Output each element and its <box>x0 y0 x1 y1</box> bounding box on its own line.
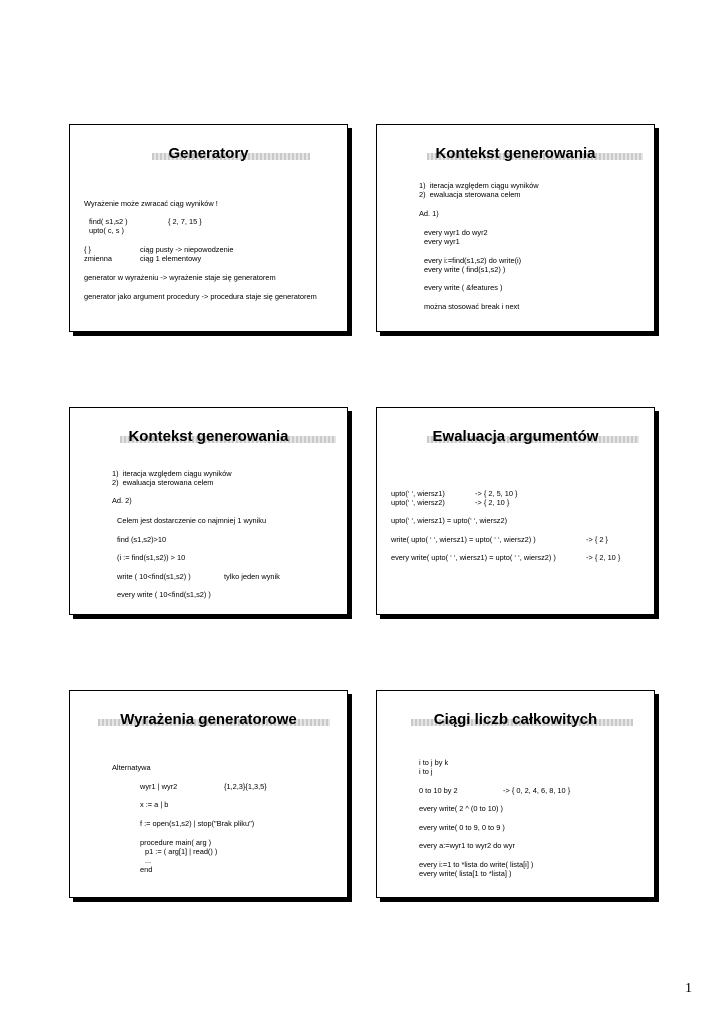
result-line: -> { 2, 10 } <box>475 498 510 507</box>
code-line: every wyr1 do wyr2 <box>424 228 488 237</box>
slide-1 <box>69 124 348 332</box>
code-line: every wyr1 <box>424 237 460 246</box>
result-line: -> { 2 } <box>586 535 608 544</box>
text-line: 1) iteracja względem ciągu wyników <box>112 469 232 478</box>
code-line: every write ( 10<find(s1,s2) ) <box>117 590 211 599</box>
code-line: every write( 2 ^ (0 to 10) ) <box>419 804 503 813</box>
code-line: ... <box>145 856 152 865</box>
code-line: f := open(s1,s2) | stop("Brak pliku") <box>140 819 255 828</box>
code-line: { } <box>84 245 91 254</box>
code-line: wyr1 | wyr2 <box>140 782 178 791</box>
text-line: Wyrażenie może zwracać ciąg wyników ! <box>84 199 218 208</box>
slide-title: Kontekst generowania <box>128 428 289 445</box>
code-line: i to j by k <box>419 758 449 767</box>
page-number: 1 <box>685 981 692 996</box>
text-line: 2) ewaluacja sterowana celem <box>419 190 521 199</box>
result-line: {1,2,3}{1,3,5} <box>224 782 267 791</box>
text-line: Ad. 1) <box>419 209 439 218</box>
result-line: -> { 0, 2, 4, 6, 8, 10 } <box>503 786 571 795</box>
text-line: generator w wyrażeniu -> wyrażenie staje się generatorem <box>84 273 276 282</box>
code-line: upto(‘ ‘, wiersz1) <box>391 489 445 498</box>
text-line: Celem jest dostarczenie co najmniej 1 wyniku <box>117 516 267 525</box>
slide-title: Ciągi liczb całkowitych <box>433 711 598 728</box>
slide-5 <box>69 690 348 898</box>
code-line: 0 to 10 by 2 <box>419 786 458 795</box>
result-line: -> { 2, 5, 10 } <box>475 489 518 498</box>
code-line: every a:=wyr1 to wyr2 do wyr <box>419 841 515 850</box>
text-line: 1) iteracja względem ciągu wyników <box>419 181 539 190</box>
code-line: find (s1,s2)>10 <box>117 535 167 544</box>
code-line: every write( 0 to 9, 0 to 9 ) <box>419 823 505 832</box>
code-line: x := a | b <box>140 800 169 809</box>
slide-6 <box>376 690 655 898</box>
text-line: ciąg 1 elementowy <box>140 254 202 263</box>
text-line: Alternatywa <box>112 763 151 772</box>
code-line: end <box>140 865 153 874</box>
code-line: every write ( find(s1,s2) ) <box>424 265 506 274</box>
slide-title: Generatory <box>168 145 249 162</box>
slide-title: Ewaluacja argumentów <box>432 428 599 445</box>
text-line: Ad. 2) <box>112 496 132 505</box>
code-line: write ( 10<find(s1,s2) ) <box>117 572 191 581</box>
code-line: every write( lista[1 to *lista] ) <box>419 869 512 878</box>
text-line: 2) ewaluacja sterowana celem <box>112 478 214 487</box>
code-line: p1 := ( arg[1] | read() ) <box>145 847 218 856</box>
text-line: ciąg pusty -> niepowodzenie <box>140 245 234 254</box>
text-line: zmienna <box>84 254 112 263</box>
result-line: { 2, 7, 15 } <box>168 217 202 226</box>
code-line: every write ( &features ) <box>424 283 503 292</box>
slide-title: Kontekst generowania <box>435 145 596 162</box>
code-line: upto( c, s ) <box>89 226 124 235</box>
code-line: i to j <box>419 767 433 776</box>
code-line: every i:=1 to *lista do write( lista[i] ) <box>419 860 534 869</box>
code-line: write( upto( ‘ ‘, wiersz1) = upto( ‘ ‘, wiersz2) ) <box>391 535 536 544</box>
slide-3 <box>69 407 348 615</box>
text-line: można stosować break i next <box>424 302 520 311</box>
code-line: (i := find(s1,s2)) > 10 <box>117 553 186 562</box>
code-line: procedure main( arg ) <box>140 838 212 847</box>
code-line: upto(‘ ‘, wiersz2) <box>391 498 445 507</box>
code-line: find( s1,s2 ) <box>89 217 128 226</box>
text-line: generator jako argument procedury -> procedura staje się generatorem <box>84 292 317 301</box>
code-line: upto(‘ ‘, wiersz1) = upto(‘ ‘, wiersz2) <box>391 516 508 525</box>
slide-title: Wyrażenia generatorowe <box>120 711 297 728</box>
code-line: every i:=find(s1,s2) do write(i) <box>424 256 522 265</box>
slide-4 <box>376 407 655 615</box>
code-line: every write( upto( ‘ ‘, wiersz1) = upto( ‘ ‘, wiersz2) ) <box>391 553 556 562</box>
result-line: -> { 2, 10 } <box>586 553 621 562</box>
text-line: tylko jeden wynik <box>224 572 280 581</box>
slide-2 <box>376 124 655 332</box>
